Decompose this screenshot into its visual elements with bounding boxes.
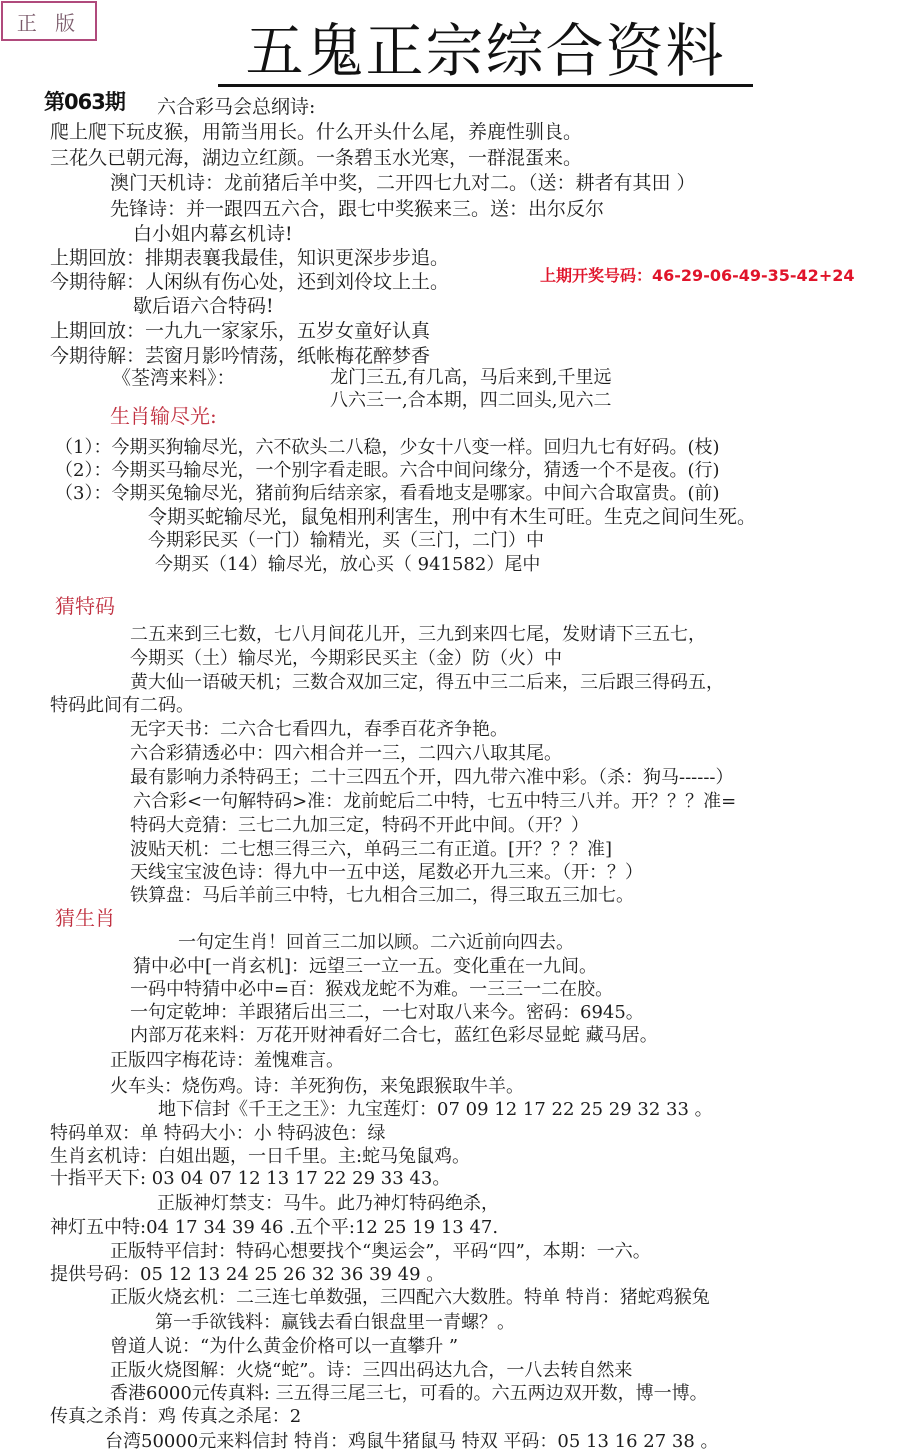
zodiac-line: 今期彩民买（一门）输精光，买（三门，二门）中 (148, 530, 544, 551)
poem-line: 《荃湾来料》： (112, 367, 236, 389)
last-winning-numbers (540, 263, 854, 286)
zodiac-guess-line: 火车头：烧伤鸡。诗：羊死狗伤，来兔跟猴取牛羊。 (110, 1076, 524, 1097)
zodiac-guess-line: 生肖玄机诗：白姐出题，一日千里。主:蛇马兔鼠鸡。 (50, 1146, 471, 1167)
poem-line: 先锋诗：并一跟四五六合，跟七中奖猴来三。送：出尔反尔 (110, 198, 605, 220)
poem-line: 白小姐内幕玄机诗! (133, 223, 293, 245)
poem-line: 龙门三五,有几高，马后来到,千里远 (330, 367, 612, 388)
zodiac-guess-line: 传真之杀肖：鸡 传真之杀尾：2 (50, 1406, 302, 1427)
zodiac-line: 令期买蛇输尽光，鼠兔相刑利害生，刑中有木生可旺。生克之间问生死。 (148, 506, 757, 528)
section-heading-guess-zodiac: 猜生肖 (55, 906, 115, 930)
poem-line: 澳门天机诗：龙前猪后羊中奖，二开四七九对二。（送：耕者有其田 ） (110, 172, 696, 194)
zodiac-guess-line: 正版火烧玄机：二三连七单数强，三四配六大数胜。特单 特肖：猪蛇鸡猴兔 (110, 1287, 710, 1308)
zodiac-guess-line: 正版神灯禁支：马牛。此乃神灯特码绝杀， (157, 1193, 499, 1214)
special-line: 今期买（土）输尽光，今期彩民买主（金）防（火）中 (130, 648, 562, 669)
poem-line: 今期待解：芸窗月影吟情荡，纸帐梅花醉梦香 (50, 345, 431, 367)
special-line: 黄大仙一语破天机；三数合双加三定，得五中三二后来，三后跟三得码五， (130, 672, 724, 693)
special-line: 特码此间有二码。 (50, 695, 194, 716)
zodiac-guess-line: 正版火烧图解：火烧“蛇”。诗：三四出码达九合，一八去转自然来 (110, 1360, 633, 1381)
poem-line: 八六三一,合本期，四二回头,见六二 (330, 390, 612, 411)
poem-line: 上期回放：排期表襄我最佳，知识更深步步追。 (50, 247, 450, 269)
zodiac-guess-line: 曾道人说：“为什么黄金价格可以一直攀升 ” (110, 1336, 459, 1357)
page-title: 五鬼正宗综合资料 (218, 18, 753, 87)
zodiac-guess-line: 一句定生肖！回首三二加以顾。二六近前向四去。 (178, 932, 574, 953)
poem-line: 爬上爬下玩皮猴，用箭当用长。什么开头什么尾，养鹿性驯良。 (50, 121, 583, 143)
winning-value: 46-29-06-49-35-42+24 (652, 266, 855, 285)
zodiac-guess-line: 神灯五中特:04 17 34 39 46 .五个平:12 25 19 13 47. (50, 1217, 499, 1238)
zodiac-line: 今期买（14）输尽光，放心买（ 941582）尾中 (155, 554, 541, 575)
section-heading-zodiac-lose: 生肖输尽光: (110, 404, 217, 428)
poem-line: 三花久已朝元海，湖边立红颜。一条碧玉水光寒，一群混蛋来。 (50, 147, 583, 169)
special-line: 二五来到三七数，七八月间花儿开，三九到来四七尾，发财请下三五七， (130, 624, 706, 645)
zodiac-line: （3）：令期买兔输尽光，猪前狗后结亲家，看看地支是哪家。中间六合取富贵。(前) (55, 483, 720, 504)
poem-line: 今期待解：人闲纵有伤心处，还到刘伶坟上土。 (50, 271, 450, 293)
zodiac-guess-line: 正版特平信封：特码心想要找个“奥运会”，平码“四”，本期：一六。 (110, 1241, 651, 1262)
zodiac-guess-line: 猜中必中[一肖玄机]：远望三一立一五。变化重在一九间。 (133, 956, 598, 977)
zodiac-guess-line: 特码单双：单 特码大小：小 特码波色：绿 (50, 1123, 386, 1144)
zodiac-guess-line: 十指平天下: 03 04 07 12 13 17 22 29 33 43。 (50, 1168, 451, 1189)
zodiac-guess-line: 一码中特猜中必中=百：猴戏龙蛇不为难。一三三一二在胶。 (130, 979, 614, 1000)
zodiac-guess-line: 香港6000元传真料: 三五得三尾三七，可看的。六五两边双开数，博一博。 (110, 1383, 708, 1404)
special-line: 铁算盘：马后羊前三中特，七九相合三加二，得三取五三加七。 (130, 885, 634, 906)
zodiac-line: （1）：今期买狗输尽光，六不砍头二八稳，少女十八变一样。回归九七有好码。(枝) (55, 437, 720, 458)
authentic-stamp: 正 版 (1, 1, 97, 41)
zodiac-guess-line: 台湾50000元来料信封 特肖：鸡鼠牛猪鼠马 特双 平码：05 13 16 27 38 。 (105, 1431, 719, 1452)
special-line: 最有影响力杀特码王；二十三四五个开，四九带六准中彩。（杀：狗马------） (130, 767, 734, 788)
section-heading-guess-special: 猜特码 (55, 594, 115, 618)
zodiac-guess-line: 提供号码：05 12 13 24 25 26 32 36 39 49 。 (50, 1264, 445, 1285)
zodiac-guess-line: 地下信封《千王之王》：九宝莲灯：07 09 12 17 22 25 29 32 33 。 (158, 1099, 713, 1120)
zodiac-guess-line: 正版四字梅花诗：羞愧难言。 (110, 1050, 344, 1071)
section-heading-mahui: 六合彩马会总纲诗: (157, 96, 316, 118)
poem-line: 上期回放：一九九一家家乐，五岁女童好认真 (50, 320, 431, 342)
special-line: 无字天书：二六合七看四九，春季百花齐争艳。 (130, 719, 508, 740)
special-line: 波贴天机：二七想三得三六，单码三二有正道。[开？？？准] (130, 839, 613, 860)
zodiac-guess-line: 内部万花来料：万花开财神看好二合七，蓝红色彩尽显蛇 藏马居。 (130, 1025, 658, 1046)
poem-line: 歇后语六合特码! (133, 295, 274, 317)
winning-label: 上期开奖号码： (540, 266, 653, 285)
special-line: 天线宝宝波色诗：得九中一五中送，尾数必开九三来。（开：？） (130, 862, 643, 883)
special-line: 特码大竞猜：三七二九加三定，特码不开此中间。（开？） (130, 815, 589, 836)
special-line: 六合彩<一句解特码>准：龙前蛇后二中特，七五中特三八并。开？？？准= (133, 791, 737, 812)
zodiac-guess-line: 第一手欲钱料：赢钱去看白银盘里一青螺？。 (155, 1312, 515, 1333)
zodiac-line: （2）：今期买马输尽光，一个别字看走眼。六合中间问缘分，猜透一个不是夜。(行) (55, 460, 720, 481)
zodiac-guess-line: 一句定乾坤：羊跟猪后出三二，一七对取八来今。密码：6945。 (130, 1002, 644, 1023)
special-line: 六合彩猜透必中：四六相合并一三，二四六八取其尾。 (130, 743, 562, 764)
issue-number: 第063期 (44, 90, 125, 114)
